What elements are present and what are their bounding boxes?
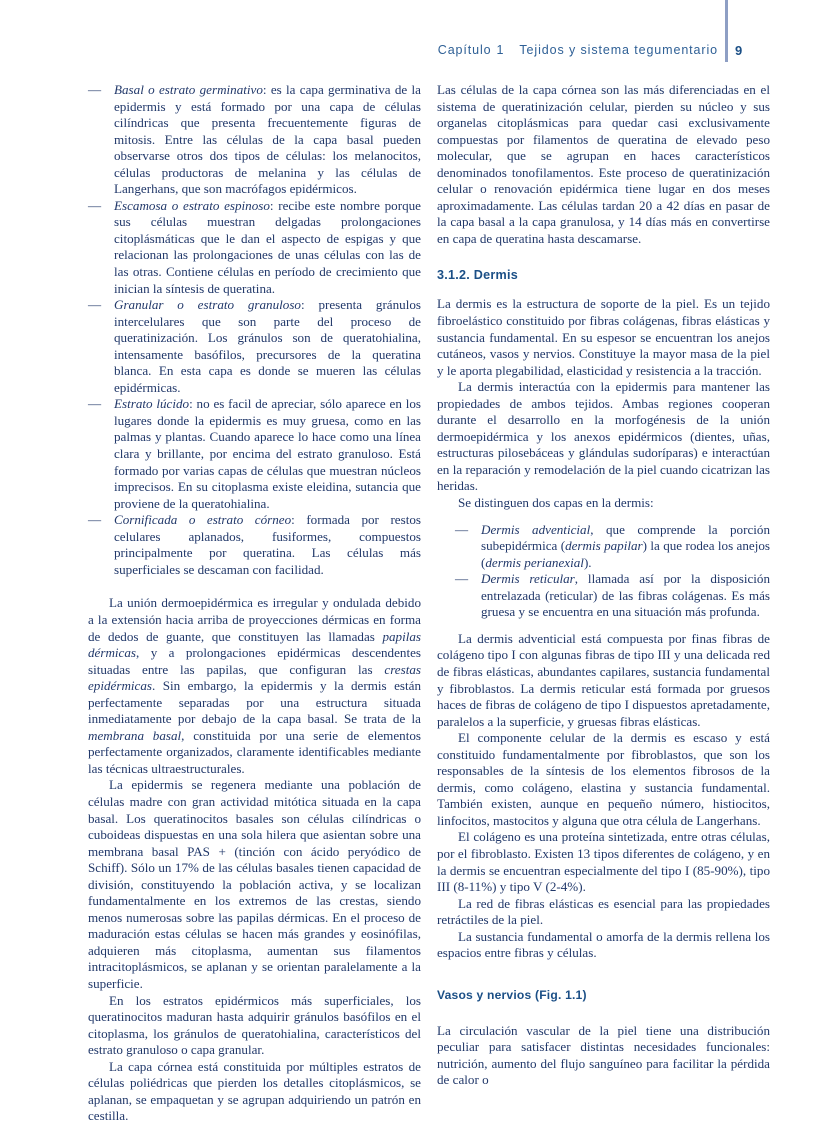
paragraph-circulacion: La circulación vascular de la piel tiene una distribución peculiar para satisfacer distintas necesidades funcionales: nutrición, aumento del flujo sanguíneo para facilitar la pérdida de calor o <box>437 1022 770 1088</box>
paragraph-componente-celular: El componente celular de la dermis es escaso y está constituido fundamentalmente por fibroblastos, que son los responsables de la síntesis de los elementos fibrosos de la dermis, como colágeno, elastina y sustancia fundamental. También existen, aunque en pequeño número, histiocitos, linfocitos, mastocitos y alguna que otra célula de Langerhans. <box>437 730 770 828</box>
list-dash: — <box>88 197 102 213</box>
paragraph-union-dermoepidermica <box>88 595 421 777</box>
list-item-term: Escamosa o estrato espinoso <box>114 197 270 213</box>
spacer <box>437 282 770 296</box>
paragraph-colageno: El colágeno es una proteína sintetizada, entre otras células, por el fibroblasto. Existen 13 tipos diferentes de colágeno, y en la dermis se encuentran especialmente del tipo I (85-90%), tipo III (8-11%) y tipo V (2-4%). <box>437 829 770 895</box>
running-head-title <box>0 43 718 57</box>
paragraph-estratos-superficiales: En los estratos epidérmicos más superficiales, los queratinocitos maduran hasta adquirir gránulos basófilos en el citoplasma, los gránulos de queratohialina, característicos del estrato granuloso o capa granular. <box>88 992 421 1058</box>
list-item-term: Granular o estrato granuloso <box>114 297 301 313</box>
list-dash: — <box>88 82 102 97</box>
paragraph-sustancia-fundamental: La sustancia fundamental o amorfa de la dermis rellena los espacios entre fibras y células. <box>437 928 770 961</box>
page-body <box>0 82 828 1124</box>
paragraph-dermis-interaccion: La dermis interactúa con la epidermis para mantener las propiedades de ambos tejidos. Ambas regiones cooperan durante el desarrollo en la morfogénesis de la unión dermoepidérmica y los anexos epidérmicos (dientes, uñas, estructuras pilosebáceas y glándulas sudoríparas) e interactúan en la reparación y remodelación de la piel cuando cicatrizan las heridas. <box>437 379 770 494</box>
sub-heading-vasos-y-nervios: Vasos y nervios (Fig. 1.1) <box>437 987 587 1002</box>
spacer <box>437 512 770 522</box>
list-dash: — <box>88 396 102 412</box>
list-item-text: : no es facil de apreciar, sólo aparece en los lugares donde la epidermis es muy gruesa, como en las palmas y plantas. Cuando aparece lo hace como una línea clara y brillante, por encima del estrato granuloso. Está formado por varias capas de células que muestran núcleos imprecisos. En su citoplasma existe eleidina, sutancia que proviene de la queratohialina. <box>114 396 421 511</box>
paragraph-dermis-intro: La dermis es la estructura de soporte de la piel. Es un tejido fibroelástico constituido por fibras colágenas, fibras elásticas y sustancia fundamental. En su espesor se encuentran los anejos cutáneos, vasos y nervios. Constituye la mayor masa de la piel y le aporta plegabilidad, elasticidad y resistencia a la tracción. <box>437 296 770 378</box>
right-column <box>437 82 770 1089</box>
list-item <box>455 571 770 621</box>
list-item-text: : es la capa germinativa de la epidermis y está formado por una capa de células cilíndricas que presenta frecuentemente figuras de mitosis. Entre las células de la capa basal pueden observarse otros dos tipos de células: los melanocitos, células productoras de melanina y las células de Langerhans, que son macrófagos epidérmicos. <box>114 82 421 197</box>
list-item-term: Dermis reticular <box>481 571 575 587</box>
paragraph-capa-cornea: La capa córnea está constituida por múltiples estratos de células poliédricas que pierden los detalles citoplásmicos, se aplanan, se empaquetan y se agrupan adquiriendo un patrón en cestilla. <box>88 1058 421 1124</box>
spacer <box>437 1002 770 1023</box>
list-item <box>88 198 421 297</box>
paragraph-fibras-elasticas: La red de fibras elásticas es esencial para las propiedades retráctiles de la piel. <box>437 895 770 928</box>
running-head <box>0 0 828 70</box>
list-item <box>88 82 421 198</box>
list-item <box>88 396 421 512</box>
left-column <box>88 82 421 1125</box>
list-item <box>88 297 421 396</box>
paragraph-text-run: La unión dermoepidérmica es irregular y ondulada debido a la extensión hacia arriba de proyecciones dérmicas en forma de dedos de guante, que constituyen las llamadas <box>88 595 421 644</box>
paragraph-dermis-adventicial: La dermis adventicial está compuesta por finas fibras de colágeno tipo I con algunas fibras de tipo III y una delicada red de fibras elásticas, abundantes capilares, sustancia fundamental y fibroblastos. La dermis reticular está formada por gruesos haces de fibras de colágeno de tipo I dispuestos apretadamente, paralelos a la superficie, y gruesas fibras elásticas. <box>437 630 770 729</box>
running-head-divider-rule <box>725 0 728 62</box>
spacer <box>437 247 770 268</box>
dermis-layers-list <box>455 522 770 621</box>
list-item-term: Cornificada o estrato córneo <box>114 512 292 528</box>
paragraph-dos-capas-lead: Se distinguen dos capas en la dermis: <box>458 495 654 511</box>
section-heading-dermis: 3.1.2. Dermis <box>437 268 518 283</box>
list-item-text: : recibe este nombre porque sus células muestran delgadas prolongaciones citoplásmáticas que le dan el aspecto de espigas y que relacionan las prolongaciones de unas células con las de las otras. Contiene células en período de crecimiento que inician la síntesis de queratina. <box>114 197 421 296</box>
list-item-term: Estrato lúcido <box>114 396 190 412</box>
spacer <box>88 578 421 595</box>
list-item-term: Basal o estrato germinativo <box>114 82 263 97</box>
list-item-text: , que comprende la porción subepidérmica ( <box>481 521 771 554</box>
paragraph-capa-cornea-continuacion: Las células de la capa córnea son las más diferenciadas en el sistema de queratinización celular, pierden su núcleo y sus organelas citoplásmicas para quedar casi exclusivamente compuestas por filamentos de queratina de elevado peso molecular, que se agrupan en haces característicos denominados tonofilamentos. Este proceso de queratinización celular o renovación epidérmica tiene lugar en dos meses aproximadamente. Las células tardan 20 a 42 días en pasar de la capa basal a la capa granulosa, y 14 días más en convertirse en capa de queratina hasta descamarse. <box>437 82 770 246</box>
list-dash: — <box>88 512 102 528</box>
page-number: 9 <box>735 43 743 58</box>
emphasis-papilas-dermicas: papilas dérmicas <box>88 628 421 661</box>
spacer <box>437 621 770 631</box>
list-item <box>88 512 421 578</box>
epidermis-layers-list <box>88 82 421 578</box>
list-item-term: Dermis adventicial <box>481 521 591 537</box>
list-item-text: : presenta gránulos intercelulares que son parte del proceso de queratinización. Los gránulos son de queratohialina, intensamente basófilos, precursores de la queratina blanca. En esta capa es donde se mueren las células epidérmicas. <box>114 297 421 395</box>
list-item-text: ) la que rodea los anejos ( <box>481 538 771 570</box>
running-head-chapter-number: 1 <box>496 43 505 57</box>
list-dash: — <box>88 297 102 313</box>
list-dash: — <box>455 521 469 537</box>
paragraph-text-run: , y a prolongaciones epidérmicas descendentes situadas entre las papilas, que configuran las <box>88 645 421 677</box>
list-item-text: , llamada así por la disposición entrelazada (reticular) de las fibras colágenas. Es más gruesa y se encuentra en una situación más profunda. <box>481 571 770 620</box>
spacer <box>437 962 770 988</box>
running-head-section-title: Tejidos y sistema tegumentario <box>519 43 718 57</box>
emphasis-crestas-epidermicas: crestas epidérmicas <box>88 661 421 694</box>
list-item-text: ). <box>583 554 592 570</box>
paragraph-text-run: , constituida por una serie de elementos perfectamente organizados, claramente identificables mediante las técnicas ultraestructurales. <box>88 727 421 776</box>
emphasis-dermis-perianexial: dermis perianexial <box>485 554 584 570</box>
list-item-text: : formada por restos celulares aplanados, fusiformes, compuestos principalmente por queratina. Las células más superficiales se descaman con facilidad. <box>114 512 421 577</box>
running-head-chapter-word: Capítulo <box>437 43 492 57</box>
emphasis-dermis-papilar: dermis papilar <box>565 538 643 554</box>
paragraph-regeneracion: La epidermis se regenera mediante una población de células madre con gran actividad mitótica situada en la capa basal. Los queratinocitos basales son células cilíndricas o cuboideas dispuestas en una sola hilera que asientan sobre una membrana basal PAS + (tinción con ácido peryódico de Schiff). Sólo un 17% de las células basales tienen capacidad de división, constituyendo la población activa, y se localizan fundamentalmente en los extremos de las crestas, siendo menos numerosas sobre las papilas dérmicas. En el proceso de maduración estas células se hacen más grandes y eosinófilas, adquieren más citoplasma, aumentan sus filamentos intracitoplásmicos, se aplanan y se orientan paralelamente a la superficie. <box>88 777 421 991</box>
list-dash: — <box>455 571 469 587</box>
list-item <box>455 522 770 572</box>
paragraph-text-run: . Sin embargo, la epidermis y la dermis están perfectamente separadas por una estructura situada inmediatamente por debajo de la capa basal. Se trata de la <box>88 678 421 727</box>
emphasis-membrana-basal: membrana basal <box>88 727 182 743</box>
